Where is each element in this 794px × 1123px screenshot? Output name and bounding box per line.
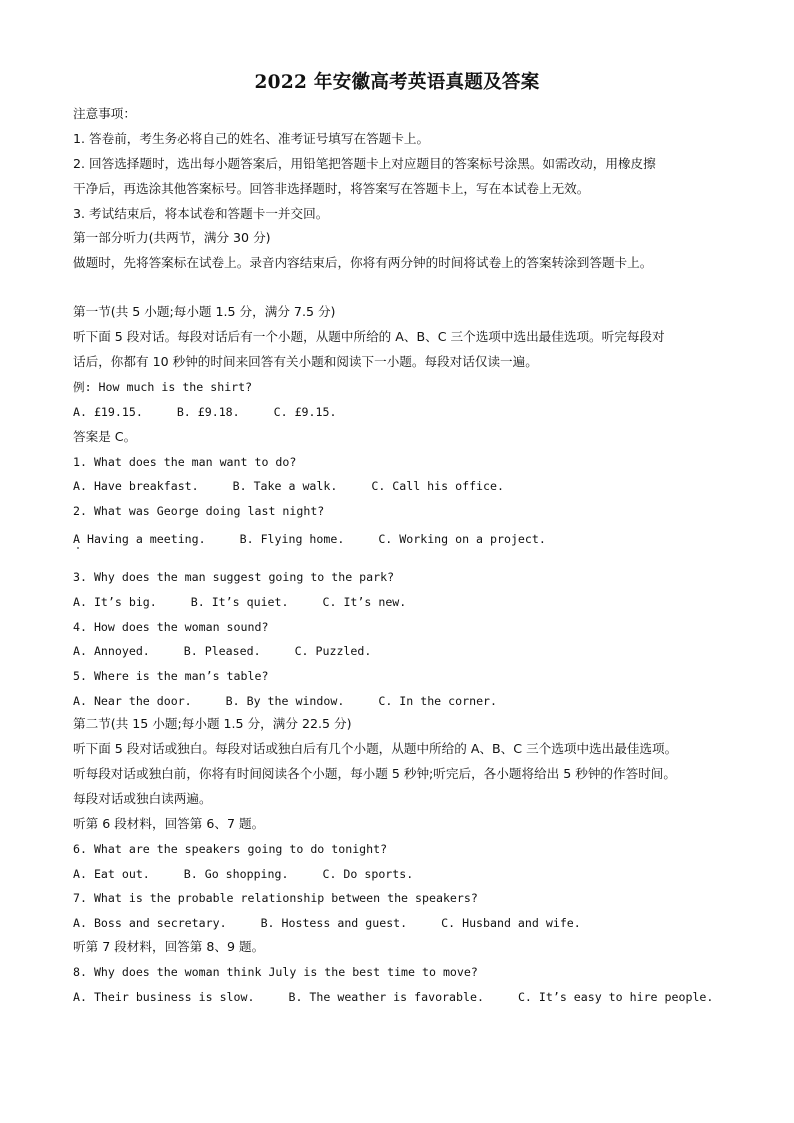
question-1: 1. What does the man want to do? (73, 455, 297, 469)
option-b: B. £9.18. (176, 405, 240, 419)
example-question: 例: How much is the shirt? (73, 380, 253, 394)
question-6-options (73, 866, 413, 882)
section2-intro-a: 听下面 5 段对话或独白。每段对话或独白后有几个小题，从题中所给的 A、B、C 三个选项中选出最佳选项。 (73, 741, 678, 756)
section2-heading: 第二节(共 15 小题;每小题 1.5 分，满分 22.5 分) (73, 716, 352, 731)
option-b: B. It’s quiet. (190, 595, 289, 609)
option-a: A. £19.15. (73, 405, 143, 419)
group-7-heading: 听第 7 段材料，回答第 8、9 题。 (73, 939, 265, 954)
option-c: C. Puzzled. (294, 644, 372, 658)
question-3: 3. Why does the man suggest going to the park? (73, 570, 395, 584)
option-a: A. Their business is slow. (73, 990, 255, 1004)
option-c: C. Husband and wife. (441, 916, 581, 930)
example-options (73, 404, 336, 420)
option-a: A. Annoyed. (73, 644, 150, 658)
notice-item-1: 1. 答卷前，考生务必将自己的姓名、准考证号填写在答题卡上。 (73, 131, 430, 146)
notice-heading: 注意事项： (73, 106, 136, 121)
question-3-options (73, 594, 406, 610)
question-6: 6. What are the speakers going to do tonight? (73, 842, 388, 856)
question-2-options (73, 531, 546, 547)
question-1-options (73, 478, 504, 494)
example-answer: 答案是 C。 (73, 429, 137, 444)
option-c: C. In the corner. (378, 694, 498, 708)
option-b: B. Take a walk. (232, 479, 338, 493)
option-c: C. £9.15. (273, 405, 337, 419)
question-4-options (73, 643, 371, 659)
part1-heading: 第一部分听力(共两节，满分 30 分) (73, 230, 271, 245)
notice-item-2b: 干净后，再选涂其他答案标号。回答非选择题时，将答案写在答题卡上，写在本试卷上无效。 (73, 181, 590, 196)
question-7-options (73, 915, 581, 931)
question-4: 4. How does the woman sound? (73, 620, 269, 634)
notice-item-3: 3. 考试结束后，将本试卷和答题卡一并交回。 (73, 206, 329, 221)
option-a: A. Eat out. (73, 867, 150, 881)
option-a: A. Boss and secretary. (73, 916, 227, 930)
part1-intro: 做题时，先将答案标在试卷上。录音内容结束后，你将有两分钟的时间将试卷上的答案转涂到答题卡上。 (73, 255, 653, 270)
option-c: C. It’s easy to hire people. (517, 990, 714, 1004)
group-6-heading: 听第 6 段材料，回答第 6、7 题。 (73, 816, 265, 831)
section1-heading: 第一节(共 5 小题;每小题 1.5 分，满分 7.5 分) (73, 304, 336, 319)
option-a: A Having a meeting. (73, 532, 206, 546)
option-b: B. By the window. (225, 694, 345, 708)
question-5-options (73, 693, 497, 709)
question-8-options (73, 989, 713, 1005)
option-b: B. Hostess and guest. (260, 916, 408, 930)
option-a: A. It’s big. (73, 595, 157, 609)
option-b: B. Flying home. (239, 532, 345, 546)
question-2: 2. What was George doing last night? (73, 504, 325, 518)
section2-intro-b: 听每段对话或独白前，你将有时间阅读各个小题，每小题 5 秒钟;听完后，各小题将给出 5 秒钟的作答时间。 (73, 766, 676, 781)
option-a: A. Near the door. (73, 694, 192, 708)
option-b: B. The weather is favorable. (288, 990, 484, 1004)
option-c: C. Do sports. (322, 867, 414, 881)
notice-item-2a: 2. 回答选择题时，选出每小题答案后，用铅笔把答题卡上对应题目的答案标号涂黑。如需改动，用橡皮擦 (73, 156, 656, 171)
option-a: A. Have breakfast. (73, 479, 199, 493)
section2-intro-c: 每段对话或独白读两遍。 (73, 791, 212, 806)
option-c: C. Working on a project. (378, 532, 546, 546)
option-c: C. Call his office. (371, 479, 504, 493)
option-c: C. It’s new. (322, 595, 407, 609)
question-5: 5. Where is the man’s table? (73, 669, 269, 683)
section1-intro-b: 话后，你都有 10 秒钟的时间来回答有关小题和阅读下一小题。每段对话仅读一遍。 (73, 354, 538, 369)
option-b: B. Pleased. (183, 644, 261, 658)
section1-intro-a: 听下面 5 段对话。每段对话后有一个小题，从题中所给的 A、B、C 三个选项中选出最佳选项。听完每段对 (73, 329, 665, 344)
question-7: 7. What is the probable relationship between the speakers? (73, 891, 478, 905)
option-b: B. Go shopping. (183, 867, 289, 881)
scan-mark (77, 547, 79, 549)
question-8: 8. Why does the woman think July is the best time to move? (73, 965, 478, 979)
page-title: 2022 年安徽高考英语真题及答案 (254, 72, 540, 93)
